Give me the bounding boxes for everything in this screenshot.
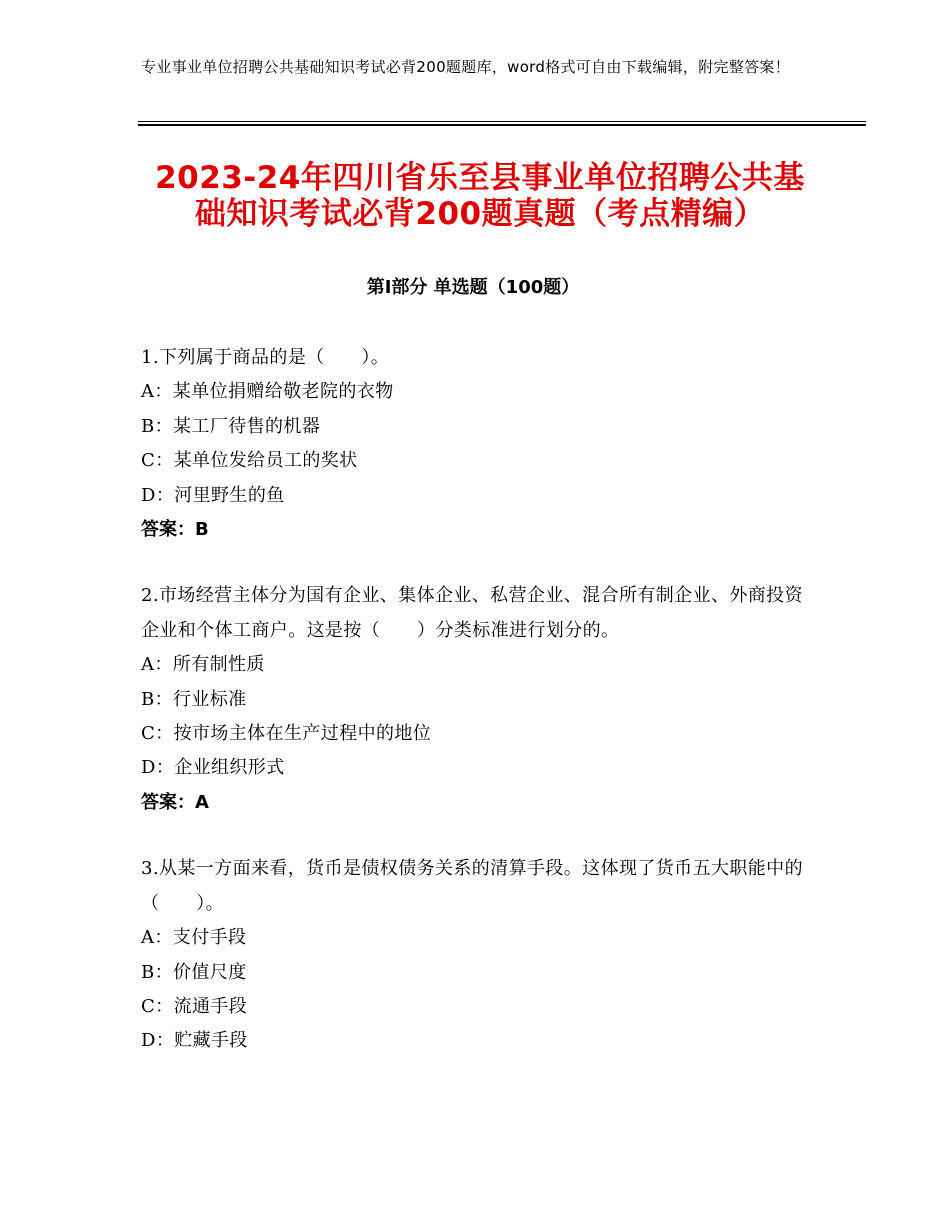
option-b: B：某工厂待售的机器	[141, 415, 321, 437]
question-stem: 1.下列属于商品的是（ ）。	[141, 347, 390, 368]
question-list	[141, 341, 806, 1059]
option-d: D：河里野生的鱼	[141, 484, 285, 506]
option-d: D：企业组织形式	[141, 757, 285, 779]
option-a: A：所有制性质	[141, 654, 265, 676]
option-c: C：某单位发给员工的奖状	[141, 450, 358, 472]
answer-label: 答案：A	[141, 791, 209, 813]
header-divider-thick	[138, 124, 866, 126]
section-title: 第Ⅰ部分 单选题（100题）	[366, 277, 580, 298]
document-title: 2023-24年四川省乐至县事业单位招聘公共基础知识考试必背200题真题（考点精编）	[155, 160, 805, 232]
option-b: B：行业标准	[141, 688, 247, 710]
option-a: A：支付手段	[141, 927, 247, 949]
answer-label: 答案：B	[141, 519, 209, 541]
question-3	[141, 852, 806, 1058]
option-d: D：贮藏手段	[141, 1030, 248, 1052]
option-b: B：价值尺度	[141, 961, 247, 983]
option-c: C：按市场主体在生产过程中的地位	[141, 723, 432, 745]
question-1	[141, 341, 806, 547]
option-a: A：某单位捐赠给敬老院的衣物	[141, 381, 394, 403]
header-note: 专业事业单位招聘公共基础知识考试必背200题题库，word格式可自由下载编辑，附完整答案！	[141, 58, 791, 76]
question-2	[141, 579, 806, 820]
question-stem: 3.从某一方面来看，货币是债权债务关系的清算手段。这体现了货币五大职能中的（ ）。	[141, 858, 803, 914]
option-c: C：流通手段	[141, 995, 248, 1017]
header-divider-thin	[138, 121, 866, 122]
question-stem: 2.市场经营主体分为国有企业、集体企业、私营企业、混合所有制企业、外商投资企业和个体工商户。这是按（ ）分类标准进行划分的。	[141, 585, 803, 641]
